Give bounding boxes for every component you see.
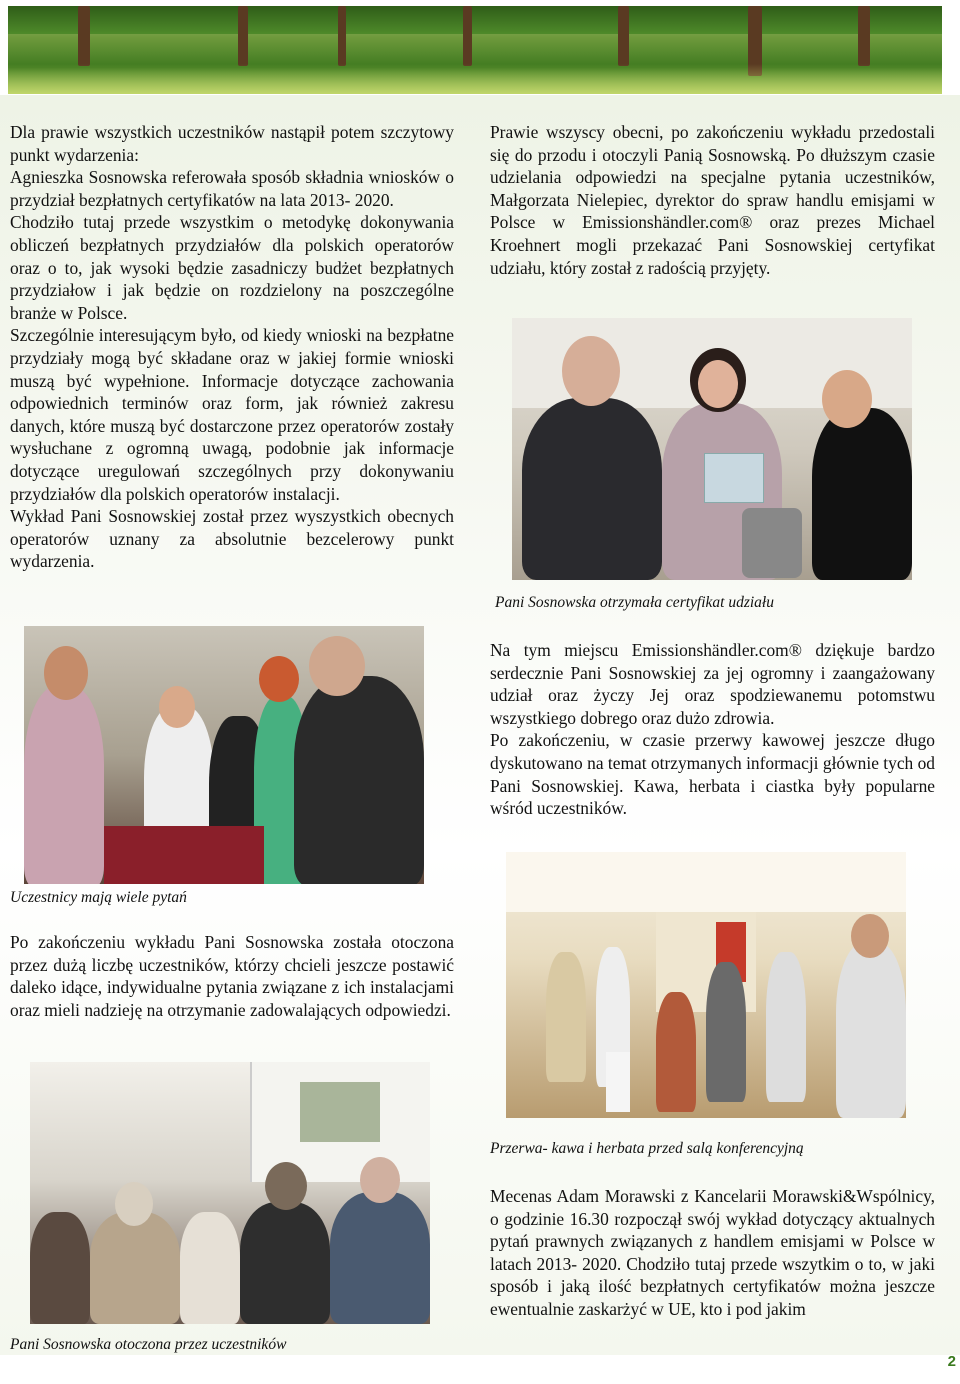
participants-photo bbox=[24, 626, 424, 884]
right-text-block-3 bbox=[490, 1185, 935, 1321]
paragraph: Agnieszka Sosnowska referowała sposób składnia wniosków o przydział bezpłatnych certyfikatów na lata 2013- 2020. bbox=[10, 167, 454, 210]
paragraph: Szczególnie interesującym było, od kiedy wnioski na bezpłatne przydziały mogą być składane oraz w jakiej formie wnioski muszą być wypełnione. Informacje dotyczące zachowania odpowiednich terminów oraz form, jak również zakresu danych, które muszą być dostarczone przez operatorów zostały wysłuchane z ogromną uwagą, podobnie jak informacje dotyczące uregulowań szczególnych przy dokonywaniu przydziałów dla polskich operatorów instalacji. bbox=[10, 325, 454, 504]
page-number: 2 bbox=[947, 1353, 956, 1370]
forest-banner-image bbox=[8, 6, 942, 94]
paragraph: Wykład Pani Sosnowskiej został przez wyszystkich obecnych operatorów uznany za absolutnie bezcelerowy punkt wydarzenia. bbox=[10, 506, 454, 572]
caption: Pani Sosnowska otoczona przez uczestników bbox=[10, 1336, 287, 1353]
paragraph: Po zakończeniu wykładu Pani Sosnowska została otoczona przez dużą liczbę uczestników, którzy chcieli jeszcze postawić daleko idące, indywidualne pytania związane z ich instalacjami oraz mieli nadzieję na otrzymanie zadowalających odpowiedzi. bbox=[10, 932, 454, 1020]
lecture-room-photo bbox=[30, 1062, 430, 1324]
right-text-block-2 bbox=[490, 639, 935, 820]
paragraph: Po zakończeniu, w czasie przerwy kawowej jeszcze długo dyskutowano na temat otrzymanych informacji głównie tych od Pani Sosnowskiej. Kawa, herbata i ciastka były popularne wśród uczestników. bbox=[490, 730, 935, 819]
certificate-photo bbox=[512, 318, 912, 580]
left-text-block-1 bbox=[10, 121, 454, 573]
caption: Pani Sosnowska otrzymała certyfikat udziału bbox=[495, 594, 774, 611]
paragraph: Mecenas Adam Morawski z Kancelarii Morawski&Wspólnicy, o godzinie 16.30 rozpoczął swój wykład dotyczący aktualnych pytań prawnych związanych z handlem emisjami w Polsce w latach 2013- 2020. Chodziło tutaj przede wszytkim o to, w jaki sposób i jaką ilość bezpłatnych certyfikatów można jeszcze ewentualnie zaskarżyć w UE, kto i pod jakim bbox=[490, 1186, 935, 1319]
coffee-break-photo bbox=[506, 852, 906, 1118]
paragraph: Na tym miejscu Emissionshändler.com® dziękuje bardzo serdecznie Pani Sosnowskiej za jej ogromny i zaangażowany udział oraz życzy Jej oraz spodziewanemu potomstwu wszystkiego dobrego oraz dużo zdrowia. bbox=[490, 640, 935, 728]
caption: Uczestnicy mają wiele pytań bbox=[10, 889, 187, 906]
paragraph: Dla prawie wszystkich uczestników nastąpił potem szczytowy punkt wydarzenia: bbox=[10, 122, 454, 165]
paragraph: Chodziło tutaj przede wszystkim o metodykę dokonywania obliczeń bezpłatnych przydziałów dla polskich operatorów oraz o to, jak wysoki będzie zasadniczy budżet bezpłatnych przydziałow i jak będzie on rozdzielony na poszczególne branże w Polsce. bbox=[10, 212, 454, 323]
paragraph: Prawie wszyscy obecni, po zakończeniu wykładu przedostali się do przodu i otoczyli Panią Sosnowską. Po dłuższym czasie udzielania odpowiedzi na specjalne pytania uczestników, Małgorzata Nielepiec, dyrektor do spraw handlu emisjami w Polsce w Emissionshändler.com® oraz prezes Michael Kroehnert mogli przekazać Pani Sosnowskiej certyfikat udziału, który został z radością przyjęty. bbox=[490, 122, 935, 278]
caption: Przerwa- kawa i herbata przed salą konferencyjną bbox=[490, 1140, 804, 1157]
left-text-block-2 bbox=[10, 931, 454, 1021]
right-text-block-1 bbox=[490, 121, 935, 279]
